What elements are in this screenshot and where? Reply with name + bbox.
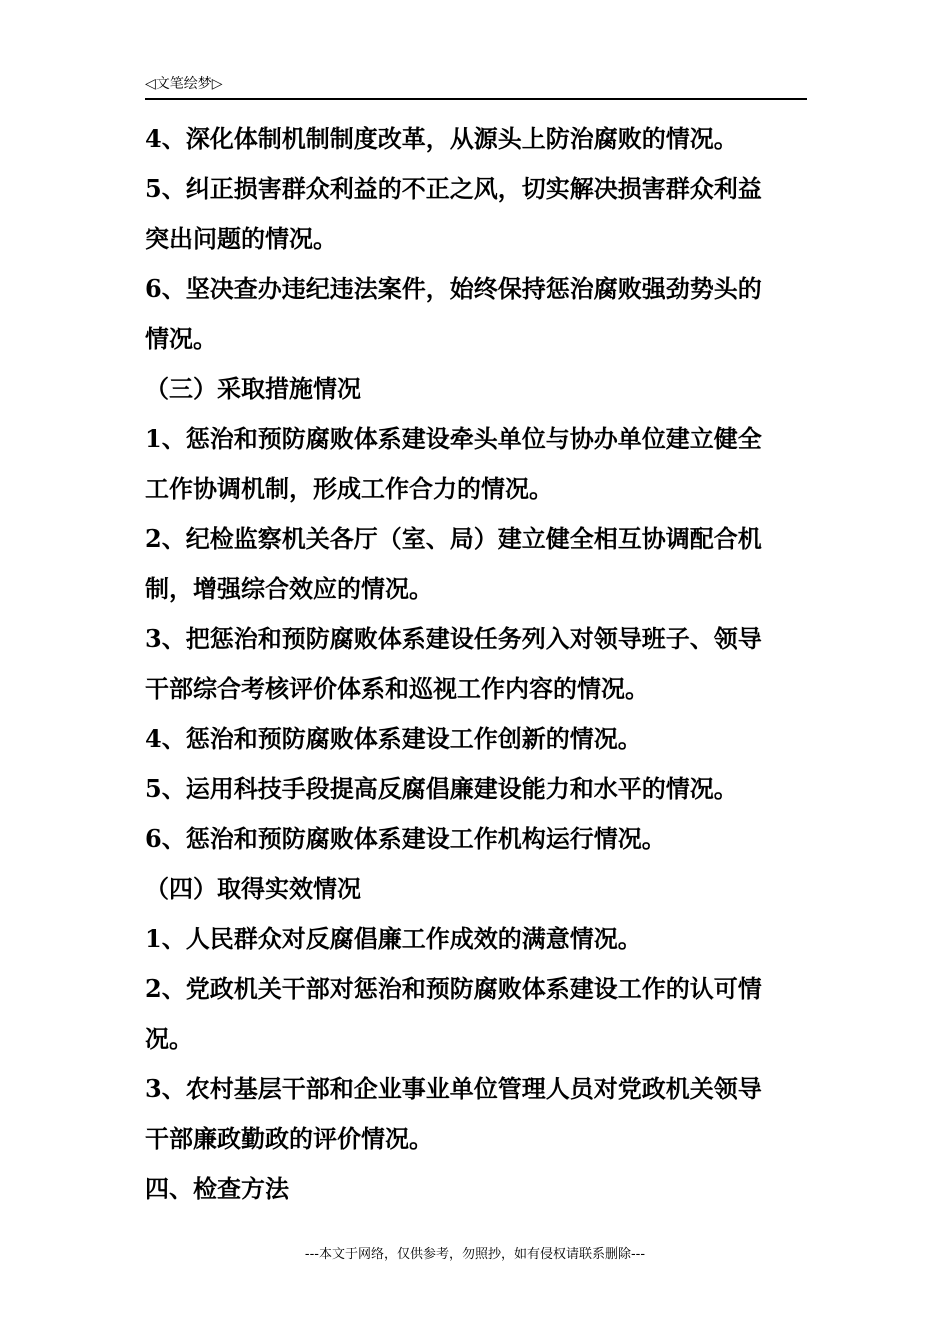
section-heading: （三）采取措施情况 [145, 374, 361, 403]
body-line: 6、惩治和预防腐败体系建设工作机构运行情况。 [145, 824, 666, 853]
body-line: 2、党政机关干部对惩治和预防腐败体系建设工作的认可情 [145, 974, 762, 1003]
body-line: 4、深化体制机制制度改革，从源头上防治腐败的情况。 [145, 124, 738, 153]
body-line: 工作协调机制，形成工作合力的情况。 [145, 474, 553, 503]
page-header [145, 76, 807, 100]
body-line: 1、人民群众对反腐倡廉工作成效的满意情况。 [145, 924, 642, 953]
body-line: 干部廉政勤政的评价情况。 [145, 1124, 433, 1153]
section-heading: 四、检查方法 [145, 1174, 289, 1203]
body-line: 4、惩治和预防腐败体系建设工作创新的情况。 [145, 724, 642, 753]
section-heading: （四）取得实效情况 [145, 874, 361, 903]
body-line: 制，增强综合效应的情况。 [145, 574, 433, 603]
body-line: 3、把惩治和预防腐败体系建设任务列入对领导班子、领导 [145, 624, 762, 653]
page-footer: ---本文于网络，仅供参考，勿照抄，如有侵权请联系删除--- [304, 1247, 646, 1262]
body-line: 5、纠正损害群众利益的不正之风，切实解决损害群众利益 [145, 174, 762, 203]
body-line: 突出问题的情况。 [145, 224, 337, 253]
body-line: 干部综合考核评价体系和巡视工作内容的情况。 [145, 674, 649, 703]
document-body [145, 124, 807, 1227]
body-line: 情况。 [145, 324, 217, 353]
body-line: 1、惩治和预防腐败体系建设牵头单位与协办单位建立健全 [145, 424, 762, 453]
body-line: 6、坚决查办违纪违法案件，始终保持惩治腐败强劲势头的 [145, 274, 762, 303]
body-line: 5、运用科技手段提高反腐倡廉建设能力和水平的情况。 [145, 774, 738, 803]
body-line: 况。 [145, 1024, 193, 1053]
body-line: 2、纪检监察机关各厅（室、局）建立健全相互协调配合机 [145, 524, 762, 553]
header-title: ◁文笔绘梦▷ [145, 76, 223, 92]
body-line: 3、农村基层干部和企业事业单位管理人员对党政机关领导 [145, 1074, 762, 1103]
